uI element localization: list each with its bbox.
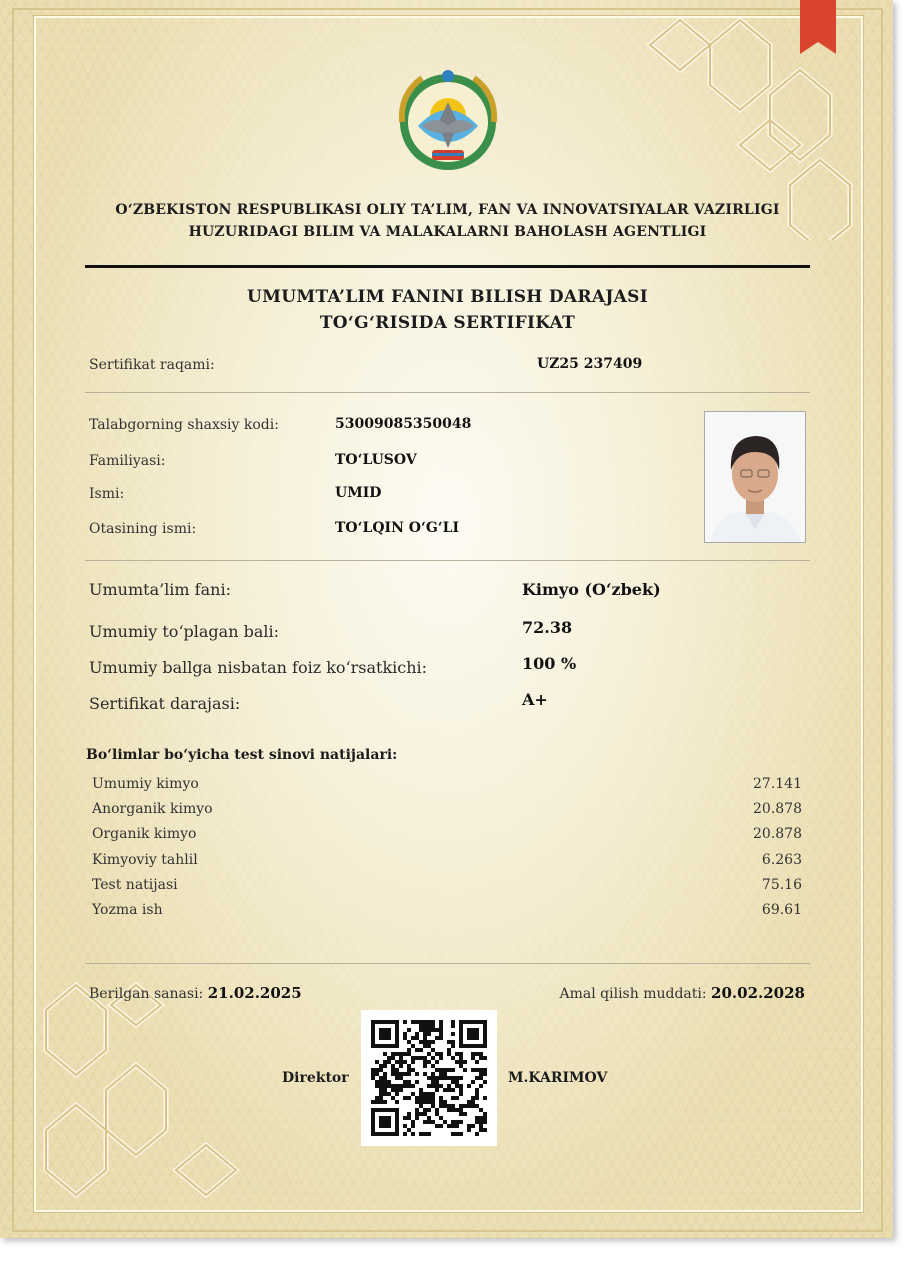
valid-until-label: Amal qilish muddati:	[559, 986, 707, 1002]
qr-code[interactable]	[361, 1010, 497, 1146]
corner-ornament-bottom-left	[36, 975, 286, 1210]
ministry-line-1: O‘ZBEKISTON RESPUBLIKASI OLIY TA’LIM, FAN VA INNOVATSIYALAR VAZIRLIGI	[115, 202, 780, 218]
personal-code-label: Talabgorning shaxsiy kodi:	[89, 417, 279, 433]
total-score-label: Umumiy to‘plagan bali:	[89, 622, 279, 641]
percent: 100 %	[522, 654, 577, 673]
total-score: 72.38	[522, 618, 573, 637]
patronymic-label: Otasining ismi:	[89, 521, 197, 537]
result-row	[92, 776, 802, 800]
grade-label: Sertifikat darajasi:	[89, 694, 241, 713]
certificate-number: UZ25 237409	[537, 356, 643, 372]
result-label: Anorganik kimyo	[92, 801, 213, 818]
result-value: 20.878	[753, 826, 802, 843]
result-row	[92, 801, 802, 825]
state-emblem	[392, 64, 504, 176]
first-name: UMID	[335, 485, 382, 501]
patronymic: TO‘LQIN O‘G‘LI	[335, 520, 460, 536]
ministry-line-2: HUZURIDAGI BILIM VA MALAKALARNI BAHOLASH AGENTLIGI	[188, 224, 707, 240]
director-label: Direktor	[282, 1070, 349, 1086]
issue-date-value: 21.02.2025	[207, 984, 302, 1002]
result-label: Organik kimyo	[92, 826, 197, 843]
subject: Kimyo (O‘zbek)	[522, 580, 661, 599]
bookmark-ribbon	[800, 0, 836, 54]
result-label: Test natijasi	[92, 876, 178, 893]
result-row	[92, 877, 802, 901]
certificate-title-line-1: UMUMTA’LIM FANINI BILISH DARAJASI	[247, 287, 648, 307]
percent-label: Umumiy ballga nisbatan foiz ko‘rsatkichi:	[89, 658, 428, 677]
result-row	[92, 852, 802, 876]
issue-date	[89, 984, 302, 1002]
divider-3	[85, 963, 810, 964]
result-value: 75.16	[761, 876, 802, 893]
result-value: 6.263	[761, 851, 802, 868]
result-row	[92, 826, 802, 850]
grade: A+	[522, 690, 548, 709]
director-name: M.KARIMOV	[508, 1070, 608, 1086]
result-row	[92, 902, 802, 926]
valid-until-value: 20.02.2028	[711, 984, 805, 1002]
result-value: 20.878	[753, 801, 802, 818]
personal-code: 53009085350048	[335, 416, 472, 432]
valid-until	[560, 984, 806, 1002]
divider-2	[85, 560, 810, 561]
subject-label: Umumta’lim fani:	[89, 580, 231, 599]
surname: TO‘LUSOV	[335, 452, 417, 468]
issue-date-label: Berilgan sanasi:	[89, 986, 204, 1002]
result-value: 69.61	[761, 902, 802, 918]
result-label: Kimyoviy tahlil	[92, 851, 198, 868]
result-label: Yozma ish	[92, 902, 163, 918]
result-label: Umumiy kimyo	[92, 776, 199, 792]
surname-label: Familiyasi:	[89, 453, 166, 469]
applicant-photo	[704, 411, 806, 543]
first-name-label: Ismi:	[89, 486, 125, 502]
header-divider	[85, 265, 810, 268]
section-results-title: Bo‘limlar bo‘yicha test sinovi natijalari:	[86, 747, 398, 763]
certificate-title-line-2: TO‘G‘RISIDA SERTIFIKAT	[319, 313, 576, 333]
result-value: 27.141	[753, 776, 802, 792]
certificate-number-label: Sertifikat raqami:	[89, 357, 215, 373]
divider-1	[85, 392, 810, 393]
